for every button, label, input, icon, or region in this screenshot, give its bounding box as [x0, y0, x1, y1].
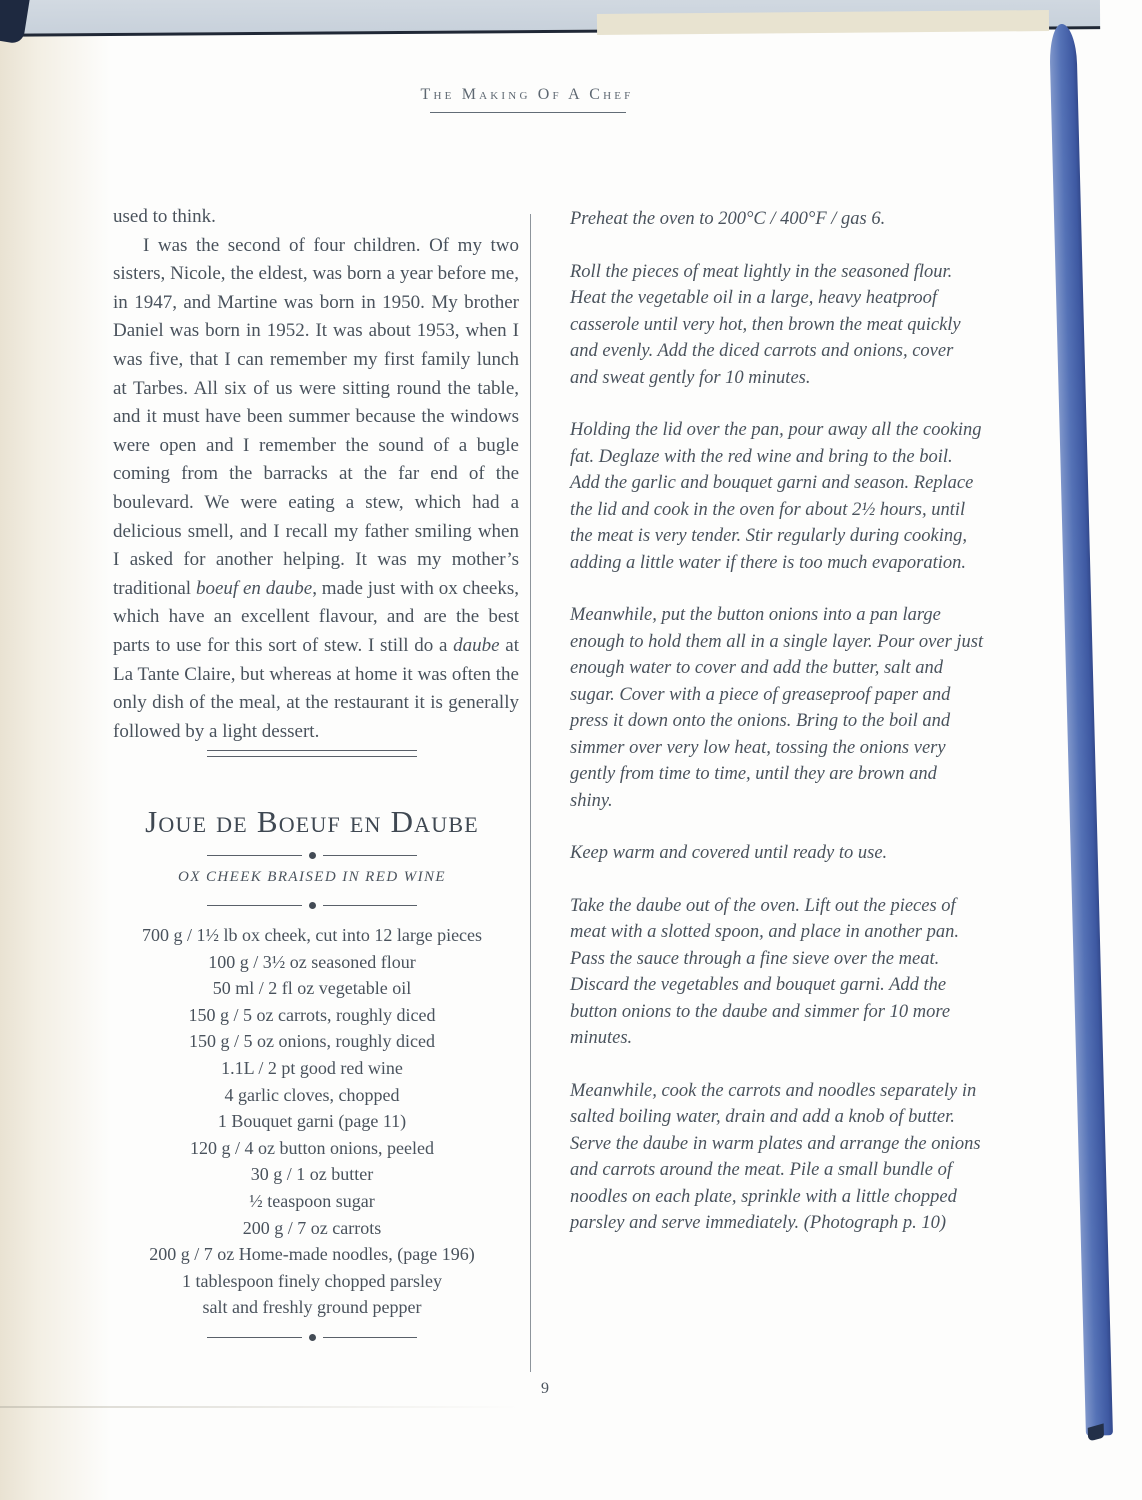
- divider-line: [207, 1337, 302, 1338]
- method-paragraph: Preheat the oven to 200°C / 400°F / gas 6.: [570, 209, 886, 229]
- recipe-title: Joue de Boeuf en Daube: [145, 804, 479, 839]
- divider-dot: [309, 1334, 316, 1341]
- ingredient-item: 200 g / 7 oz carrots: [242, 1217, 382, 1238]
- method-column: [570, 206, 984, 1263]
- method-paragraph: Meanwhile, cook the carrots and noodles separately in salted boiling water, drain and add a knob of butter. Serve the daube in warm plates and arrange the onions and carrots around the meat. Pile a small bundle of noodles on each plate, sprinkle with a little chopped parsley and serve immediately. (Photograph p. 10): [570, 1080, 981, 1233]
- memoir-paragraph-2: I was the second of four children. Of my two sisters, Nicole, the eldest, was born a year before me, in 1947, and Martine was born in 1950. My brother Daniel was born in 1952. It was about 1953, when I was five, that I can remember my first family lunch at Tarbes. All six of us were sitting round the table, and it must have been summer because the windows were open and I remember the sound of a bugle coming from the barracks at the far end of the boulevard. We were eating a stew, which had a delicious smell, and I recall my father smiling when I asked for another helping. It was my mother’s traditional boeuf en daube, made just with ox cheeks, which have an excellent flavour, and are the best parts to use for this sort of stew. I still do a daube at La Tante Claire, but whereas at home it was often the only dish of the meal, at the restaurant it is generally followed by a light dessert.: [113, 234, 519, 742]
- method-paragraph: Meanwhile, put the button onions into a pan large enough to hold them all in a single layer. Pour over just enough water to cover and add the butter, salt and sugar. Cover with a piece of greaseproof paper and press it down onto the onions. Bring to the boil and simmer over very low heat, tossing the onions very gently from time to time, until they are brown and shiny.: [570, 605, 984, 811]
- running-head: The Making Of A Chef: [420, 86, 634, 103]
- ingredient-item: 200 g / 7 oz Home-made noodles, (page 196): [149, 1244, 475, 1265]
- page-curl-shadow: [0, 1406, 520, 1408]
- ingredient-item: 1 Bouquet garni (page 11): [217, 1111, 407, 1132]
- method-paragraph: Keep warm and covered until ready to use.: [570, 843, 888, 863]
- recipe-subtitle: OX CHEEK BRAISED IN RED WINE: [178, 869, 446, 885]
- page-number: 9: [541, 1380, 549, 1397]
- method-paragraph: Roll the pieces of meat lightly in the seasoned flour. Heat the vegetable oil in a large, heavy heatproof casserole until very hot, then brown the meat quickly and evenly. Add the diced carrots and onions, cover and sweat gently for 10 minutes.: [570, 261, 961, 388]
- ingredient-item: 30 g / 1 oz butter: [250, 1164, 374, 1185]
- method-paragraph: Holding the lid over the pan, pour away all the cooking fat. Deglaze with the red wine and bring to the boil. Add the garlic and bouquet garni and season. Replace the lid and cook in the oven for about 2½ hours, until the meat is very tender. Stir regularly during cooking, adding a little water if there is too much evaporation.: [570, 420, 982, 573]
- ingredient-item: 150 g / 5 oz carrots, roughly diced: [188, 1004, 436, 1025]
- divider-line: [323, 905, 418, 906]
- ingredient-item: 150 g / 5 oz onions, roughly diced: [189, 1031, 435, 1052]
- divider-dot: [309, 902, 316, 909]
- divider-line: [207, 855, 302, 856]
- method-paragraph: Take the daube out of the oven. Lift out the pieces of meat with a slotted spoon, and place in another pan. Pass the sauce through a fine sieve over the meat. Discard the vegetables and bouquet garni. Add the button onions to the daube and simmer for 10 more minutes.: [570, 895, 959, 1048]
- ingredient-item: 100 g / 3½ oz seasoned flour: [208, 951, 416, 972]
- divider-dot: [309, 852, 316, 859]
- ingredient-item: 1 tablespoon finely chopped parsley: [182, 1270, 442, 1291]
- memoir-paragraph-1: used to think.: [113, 206, 216, 227]
- memoir-column: [113, 203, 519, 746]
- book-cover-edge: [1049, 24, 1113, 1436]
- ingredient-item: 120 g / 4 oz button onions, peeled: [190, 1137, 434, 1158]
- ingredients-list: [90, 922, 534, 1321]
- running-head-rule: [430, 112, 626, 113]
- page-stack-top-edge: [597, 10, 1049, 35]
- ingredient-item: ½ teaspoon sugar: [249, 1190, 375, 1211]
- divider-line: [323, 1337, 418, 1338]
- divider-line: [207, 905, 302, 906]
- column-divider-rule: [530, 214, 531, 1372]
- dot-divider: [207, 851, 417, 860]
- ingredient-item: 700 g / 1½ lb ox cheek, cut into 12 large pieces: [141, 925, 483, 945]
- dot-divider: [207, 1333, 417, 1342]
- ingredient-item: 50 ml / 2 fl oz vegetable oil: [212, 978, 412, 999]
- divider-line: [323, 855, 418, 856]
- dot-divider: [207, 901, 417, 910]
- ingredient-item: salt and freshly ground pepper: [202, 1297, 422, 1318]
- ingredient-item: 1.1L / 2 pt good red wine: [221, 1057, 403, 1078]
- section-divider-double-rule: [207, 750, 417, 757]
- ingredient-item: 4 garlic cloves, chopped: [224, 1084, 400, 1105]
